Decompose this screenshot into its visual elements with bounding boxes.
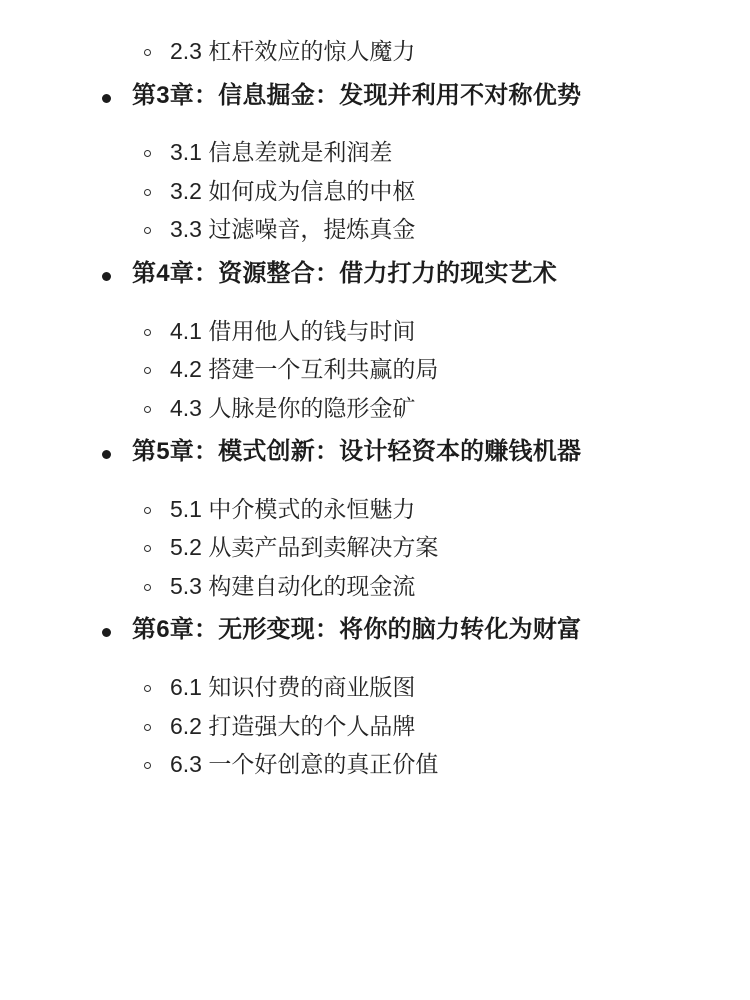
list-item[interactable] bbox=[40, 314, 710, 349]
outline-entry-label: 第5章：模式创新：设计轻资本的赚钱机器 bbox=[132, 438, 582, 466]
outline-entry-label: 5.2 从卖产品到卖解决方案 bbox=[170, 534, 439, 561]
list-item[interactable] bbox=[40, 569, 710, 604]
outline-entry-label: 5.1 中介模式的永恒魅力 bbox=[170, 495, 416, 522]
list-item[interactable] bbox=[40, 530, 710, 565]
chapter-group bbox=[40, 79, 710, 114]
outline-entry-label: 6.3 一个好创意的真正价值 bbox=[170, 751, 439, 778]
outline-entry-label: 第6章：无形变现：将你的脑力转化为财富 bbox=[132, 616, 582, 644]
chapter-group bbox=[40, 613, 710, 648]
outline-entry-label: 3.3 过滤噪音，提炼真金 bbox=[170, 216, 416, 243]
list-item[interactable] bbox=[40, 135, 710, 170]
list-item[interactable] bbox=[40, 670, 710, 705]
list-item[interactable] bbox=[40, 34, 710, 69]
list-item[interactable] bbox=[40, 352, 710, 387]
outline-entry-label: 2.3 杠杆效应的惊人魔力 bbox=[170, 38, 416, 64]
outline-entry-label: 第4章：资源整合：借力打力的现实艺术 bbox=[132, 259, 557, 287]
outline-entry-label: 5.3 构建自动化的现金流 bbox=[170, 572, 416, 599]
outline-entry-label: 4.1 借用他人的钱与时间 bbox=[170, 317, 416, 344]
list-item[interactable] bbox=[40, 435, 710, 470]
list-item[interactable] bbox=[40, 492, 710, 527]
chapter-group bbox=[40, 435, 710, 470]
outline-entry-label: 4.2 搭建一个互利共赢的局 bbox=[170, 356, 439, 383]
list-item[interactable] bbox=[40, 747, 710, 782]
list-item[interactable] bbox=[40, 613, 710, 648]
outline-entry-label: 6.1 知识付费的商业版图 bbox=[170, 674, 416, 701]
outline-entry-label: 3.2 如何成为信息的中枢 bbox=[170, 177, 416, 204]
list-item[interactable] bbox=[40, 79, 710, 114]
outline-entry-label: 4.3 人脉是你的隐形金矿 bbox=[170, 394, 416, 421]
chapter-group bbox=[40, 257, 710, 292]
list-item[interactable] bbox=[40, 257, 710, 292]
outline-entry-label: 6.2 打造强大的个人品牌 bbox=[170, 712, 416, 739]
list-item[interactable] bbox=[40, 212, 710, 247]
outline-entry-label: 3.1 信息差就是利润差 bbox=[170, 139, 393, 166]
list-item[interactable] bbox=[40, 709, 710, 744]
table-of-contents bbox=[40, 34, 710, 782]
list-item[interactable] bbox=[40, 174, 710, 209]
list-item[interactable] bbox=[40, 391, 710, 426]
outline-entry-label: 第3章：信息掘金：发现并利用不对称优势 bbox=[132, 81, 582, 109]
